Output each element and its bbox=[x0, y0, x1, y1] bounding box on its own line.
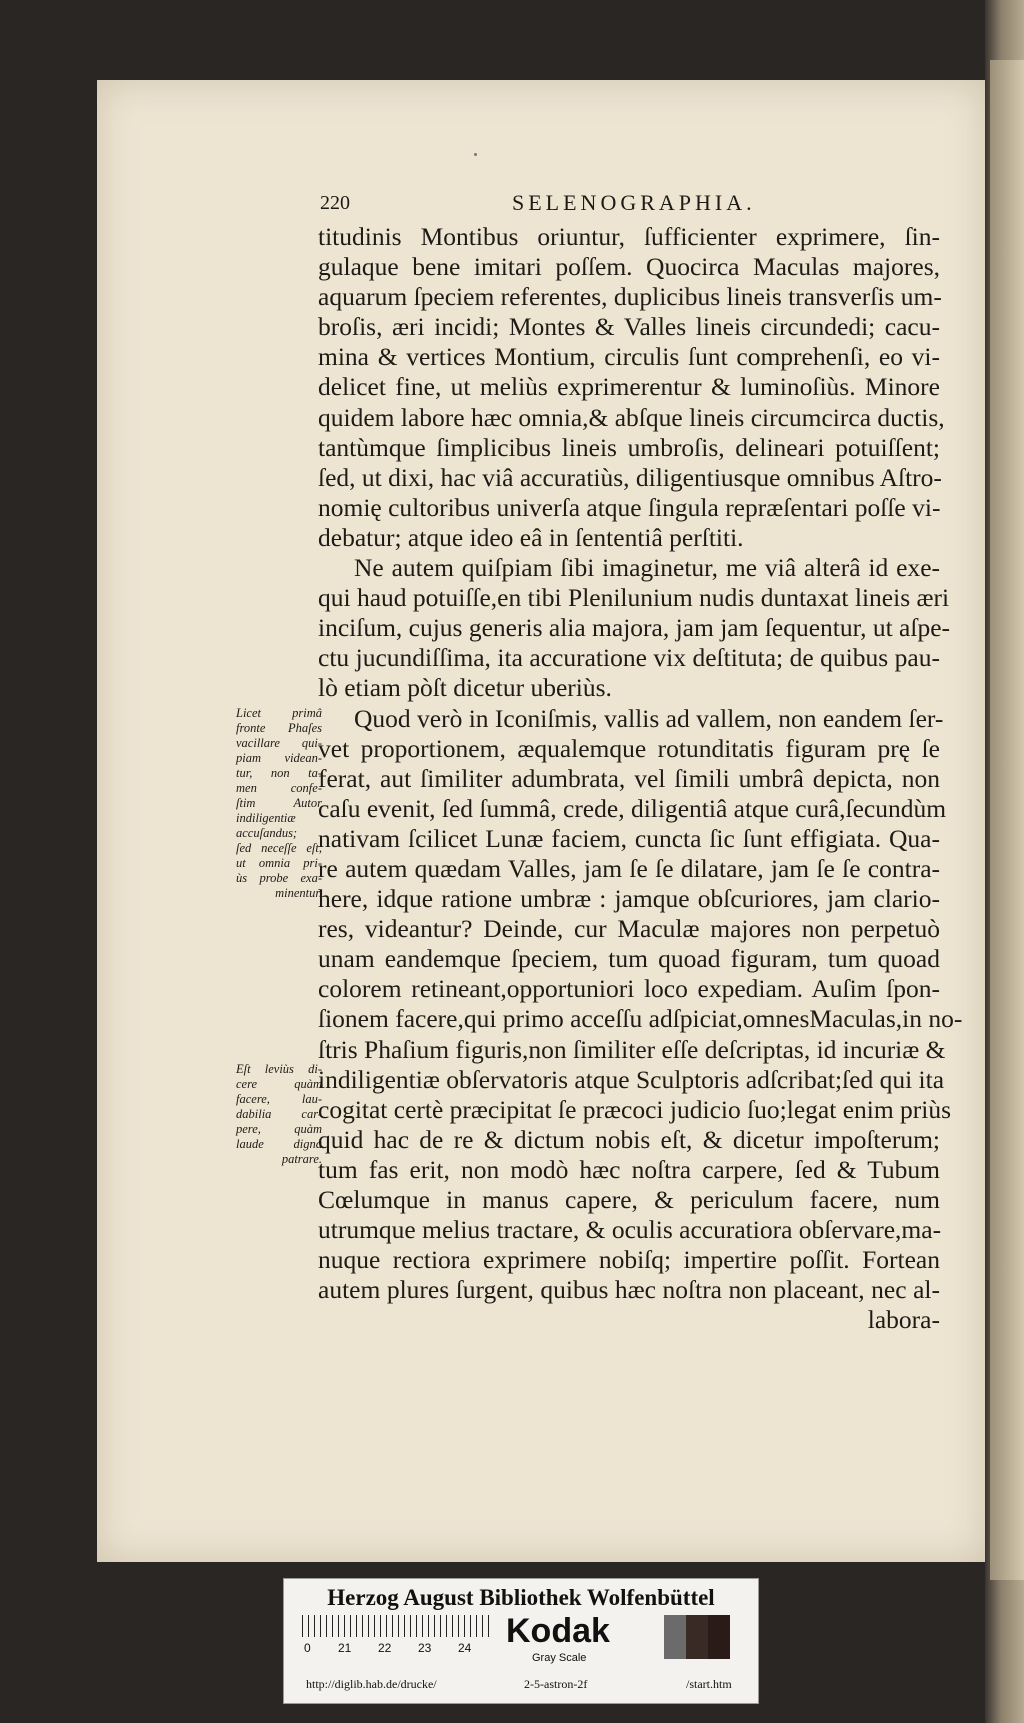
margin-note-line: ùs probe exa- bbox=[236, 871, 322, 885]
text-line: ctu jucundiſſima, ita accuratione vix deſtituta; de quibus pau- bbox=[318, 643, 940, 673]
text-line: here, idque ratione umbræ : jamque obſcuriores, jam clario- bbox=[318, 884, 940, 914]
text-line: ſed, ut dixi, hac viâ accuratiùs, diligentiusque omnibus Aſtro- bbox=[318, 462, 942, 492]
text-line: aquarum ſpeciem referentes, duplicibus lineis transverſis um- bbox=[318, 282, 942, 312]
text-line: vet proportionem, æqualemque rotunditatis figuram prę ſe bbox=[318, 733, 940, 763]
kodak-logo: Kodak bbox=[506, 1612, 610, 1650]
catchword: labora- bbox=[867, 1305, 940, 1335]
text-line: ſionem facere,qui primo acceſſu adſpiciat,omnesMaculas,in no- bbox=[318, 1004, 963, 1034]
margin-note-line: patrare. bbox=[281, 1152, 322, 1166]
text-line: mina & vertices Montium, circulis ſunt comprehenſi, eo vi- bbox=[318, 342, 940, 372]
text-line: colorem retineant,opportuniori loco expediam. Auſim ſpon- bbox=[318, 974, 940, 1004]
gray-swatch bbox=[686, 1615, 708, 1659]
text-line: indiligentiæ obſervatoris atque Sculptoris adſcribat;ſed qui ita bbox=[318, 1064, 945, 1094]
margin-note-line: Licet primâ bbox=[236, 706, 322, 720]
library-name: Herzog August Bibliothek Wolfenbüttel bbox=[327, 1585, 715, 1610]
text-line: autem plures ſurgent, quibus hæc noſtra non placeant, nec al- bbox=[318, 1275, 940, 1305]
page-header bbox=[320, 192, 790, 220]
url-part: /start.htm bbox=[686, 1677, 732, 1691]
text-line: delicet fine, ut meliùs exprimerentur & luminoſiùs. Minore bbox=[318, 372, 940, 402]
running-title: SELENOGRAPHIA. bbox=[512, 190, 756, 215]
margin-note-line: facere, lau- bbox=[236, 1092, 322, 1106]
margin-note-line: laude digna bbox=[236, 1137, 322, 1151]
margin-note-line: Eſt leviùs di- bbox=[236, 1062, 322, 1076]
text-line: broſis, æri incidi; Montes & Valles lineis circundedi; cacu- bbox=[318, 312, 940, 342]
text-line: tantùmque ſimplicibus lineis umbroſis, delineari potuiſſent; bbox=[318, 432, 940, 462]
ruler-number: 23 bbox=[418, 1641, 432, 1655]
ruler-number: 24 bbox=[458, 1641, 472, 1655]
text-line: lò etiam pòſt dicetur uberiùs. bbox=[318, 673, 612, 703]
text-line: qui haud potuiſſe,en tibi Plenilunium nudis duntaxat lineis æri bbox=[318, 583, 950, 613]
text-line: inciſum, cujus generis alia majora, jam jam ſequentur, ut aſpe- bbox=[318, 613, 951, 643]
text-line: tum fas erit, non modò hæc noſtra carpere, ſed & Tubum bbox=[318, 1154, 940, 1184]
text-line: ſtris Phaſium figuris,non ſimiliter eſſe deſcriptas, id incuriæ & bbox=[318, 1034, 946, 1064]
margin-note-line: ſtim Autor bbox=[236, 796, 322, 810]
url-part: http://diglib.hab.de/drucke/ bbox=[306, 1677, 437, 1691]
text-line: gulaque bene imitari poſſem. Quocirca Maculas majores, bbox=[318, 252, 940, 282]
margin-note bbox=[236, 1062, 322, 1167]
margin-note-line: accuſandus; bbox=[236, 826, 298, 840]
margin-note-line: vacillare qui- bbox=[236, 736, 322, 750]
margin-note-line: indiligentiæ bbox=[236, 811, 296, 825]
margin-note-line: minentur. bbox=[275, 886, 322, 900]
text-line: titudinis Montibus oriuntur, ſufficienter exprimere, ſin- bbox=[318, 222, 940, 251]
text-line: nuque rectiora exprimere nobiſq; impertire poſſit. Fortean bbox=[318, 1245, 940, 1275]
text-line: nomię cultoribus univerſa atque ſingula repræſentari poſſe vi- bbox=[318, 492, 941, 522]
text-line: quidem labore hæc omnia,& abſque lineis circumcirca ductis, bbox=[318, 402, 945, 432]
gray-scale-label: Gray Scale bbox=[532, 1652, 587, 1664]
ruler-number: 0 bbox=[304, 1641, 311, 1655]
ruler-number: 21 bbox=[338, 1641, 352, 1655]
text-line: caſu evenit, ſed ſummâ, crede, diligentiâ atque curâ,ſecundùm bbox=[318, 793, 947, 823]
margin-note-line: men confe- bbox=[236, 781, 322, 795]
text-line: nativam ſcilicet Lunæ faciem, cuncta ſic ſunt effigiata. Qua- bbox=[318, 823, 940, 853]
gray-swatch bbox=[664, 1615, 686, 1659]
margin-note-line: ut omnia pri- bbox=[236, 856, 322, 870]
text-line: res, videantur? Deinde, cur Maculæ majores non perpetuò bbox=[318, 914, 940, 944]
ruler-number: 22 bbox=[378, 1641, 392, 1655]
margin-note-line: pere, quàm bbox=[236, 1122, 322, 1136]
scale-ruler bbox=[302, 1615, 492, 1637]
text-line: debatur; atque ideo eâ in ſententiâ perſtiti. bbox=[318, 522, 744, 552]
text-line: Cœlumque in manus capere, & periculum facere, num bbox=[318, 1185, 940, 1214]
text-line: re autem quædam Valles, jam ſe ſe dilatare, jam ſe ſe contra- bbox=[318, 853, 940, 883]
text-line: ferat, aut ſimiliter adumbrata, vel ſimili umbrâ depicta, non bbox=[318, 763, 940, 793]
margin-note-line: piam videan- bbox=[236, 751, 322, 765]
url-part: 2-5-astron-2f bbox=[524, 1677, 588, 1691]
margin-note-line: ſed neceſſe eſt, bbox=[236, 841, 322, 855]
text-line: unam eandemque ſpeciem, tum quoad figuram, tum quoad bbox=[318, 944, 940, 974]
page-number: 220 bbox=[320, 192, 350, 214]
gray-swatch bbox=[708, 1615, 730, 1659]
margin-note-line: dabilia car- bbox=[236, 1107, 322, 1121]
margin-note-line: cere quàm bbox=[236, 1077, 322, 1091]
text-line: quid hac de re & dictum nobis eſt, & dicetur impoſterum; bbox=[318, 1124, 940, 1154]
text-line: utrumque melius tractare, & oculis accuratiora obſervare,ma- bbox=[318, 1215, 942, 1245]
color-calibration-card bbox=[283, 1578, 759, 1704]
margin-note-line: tur, non ta- bbox=[236, 766, 322, 780]
text-line: cogitat certè præcipitat ſe præcoci judicio ſuo;legat enim priùs bbox=[318, 1094, 952, 1124]
page-mark bbox=[474, 153, 477, 156]
margin-note bbox=[236, 706, 322, 901]
margin-note-line: fronte Phaſes bbox=[236, 721, 322, 735]
text-line: Quod verò in Iconiſmis, vallis ad vallem, non eandem ſer- bbox=[354, 703, 944, 733]
main-text bbox=[318, 222, 963, 1335]
ruler-numbers bbox=[302, 1641, 502, 1657]
next-page-edge bbox=[990, 60, 1024, 1580]
text-line: Ne autem quiſpiam ſibi imaginetur, me viâ alterâ id exe- bbox=[354, 553, 940, 583]
